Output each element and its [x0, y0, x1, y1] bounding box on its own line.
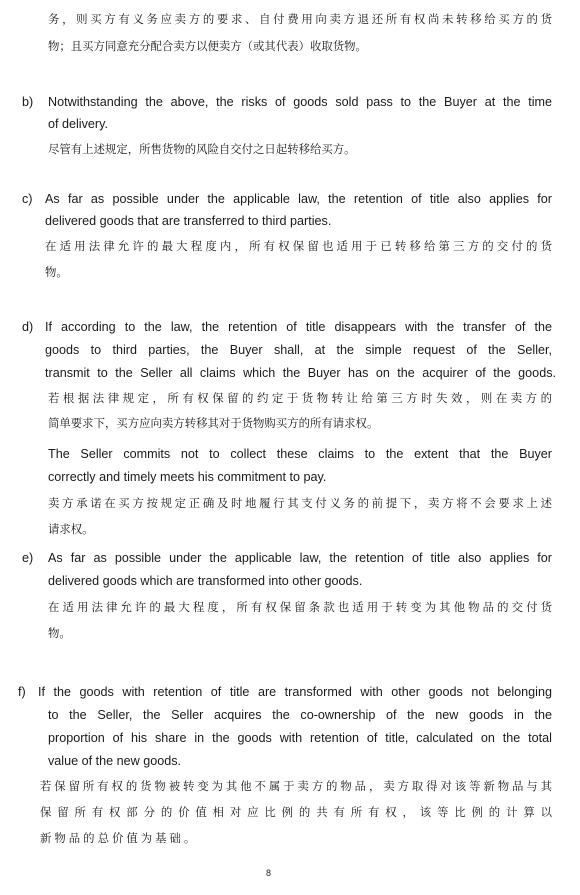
clause-f-en-line-2: to the Seller, the Seller acquires the co-ownership of the new goods in the: [48, 708, 552, 722]
clause-b-en-line-1: Notwithstanding the above, the risks of goods sold pass to the Buyer at the time: [48, 95, 552, 109]
top-zh-line-1: 务，则买方有义务应卖方的要求、自付费用向卖方退还所有权尚未转移给买方的货: [48, 12, 552, 26]
clause-c-en-line-1: As far as possible under the applicable law, the retention of title also applies for: [45, 192, 552, 206]
clause-c-zh-line-1: 在适用法律允许的最大程度内，所有权保留也适用于已转移给第三方的交付的货: [45, 239, 552, 253]
clause-d-zh2-line-1: 卖方承诺在买方按规定正确及时地履行其支付义务的前提下，卖方将不会要求上述: [48, 496, 552, 510]
top-zh-line-2: 物；且买方同意充分配合卖方以便卖方（或其代表）收取货物。: [48, 39, 367, 53]
clause-c-en-line-2: delivered goods that are transferred to third parties.: [45, 214, 332, 228]
clause-b-en-line-2: of delivery.: [48, 117, 108, 131]
clause-b-zh-line-1: 尽管有上述规定，所售货物的风险自交付之日起转移给买方。: [48, 142, 356, 156]
clause-f-zh-line-1: 若保留所有权的货物被转变为其他不属于卖方的物品，卖方取得对该等新物品与其: [40, 779, 552, 793]
page-number: 8: [266, 868, 272, 878]
clause-d-en2-line-1: The Seller commits not to collect these claims to the extent that the Buyer: [48, 447, 552, 461]
clause-f-zh-line-2: 保留所有权部分的价值相对应比例的共有所有权，该等比例的计算以: [40, 805, 552, 819]
clause-e-label: e): [22, 551, 34, 565]
clause-d-zh-line-1: 若根据法律规定，所有权保留的约定于货物转让给第三方时失效，则在卖方的: [48, 391, 552, 405]
clause-f-en-line-4: value of the new goods.: [48, 754, 182, 768]
clause-e-zh-line-1: 在适用法律允许的最大程度，所有权保留条款也适用于转变为其他物品的交付货: [48, 600, 552, 614]
clause-f-zh-line-3: 新物品的总价值为基础。: [40, 831, 199, 845]
clause-d-en-line-1: If according to the law, the retention of title disappears with the transfer of the: [45, 320, 552, 334]
clause-d-en2-line-2: correctly and timely meets his commitment to pay.: [48, 470, 327, 484]
clause-d-zh2-line-2: 请求权。: [48, 522, 94, 536]
clause-d-zh-line-2: 简单要求下，买方应向卖方转移其对于货物购买方的所有请求权。: [48, 416, 379, 430]
clause-d-label: d): [22, 320, 34, 334]
clause-e-en-line-1: As far as possible under the applicable law, the retention of title also applies for: [48, 551, 552, 565]
clause-c-zh-line-2: 物。: [45, 265, 68, 279]
clause-f-en-line-1: If the goods with retention of title are transformed with other goods not belonging: [38, 685, 552, 699]
clause-b-label: b): [22, 95, 34, 109]
clause-f-label: f): [18, 685, 26, 699]
clause-d-en-line-2: goods to third parties, the Buyer shall, at the simple request of the Seller,: [45, 343, 552, 357]
clause-d-en-line-3: transmit to the Seller all claims which the Buyer has on the acquirer of the goods.: [45, 366, 556, 380]
clause-f-en-line-3: proportion of his share in the goods with retention of title, calculated on the total: [48, 731, 552, 745]
clause-c-label: c): [22, 192, 33, 206]
clause-e-zh-line-2: 物。: [48, 626, 71, 640]
clause-e-en-line-2: delivered goods which are transformed into other goods.: [48, 574, 363, 588]
